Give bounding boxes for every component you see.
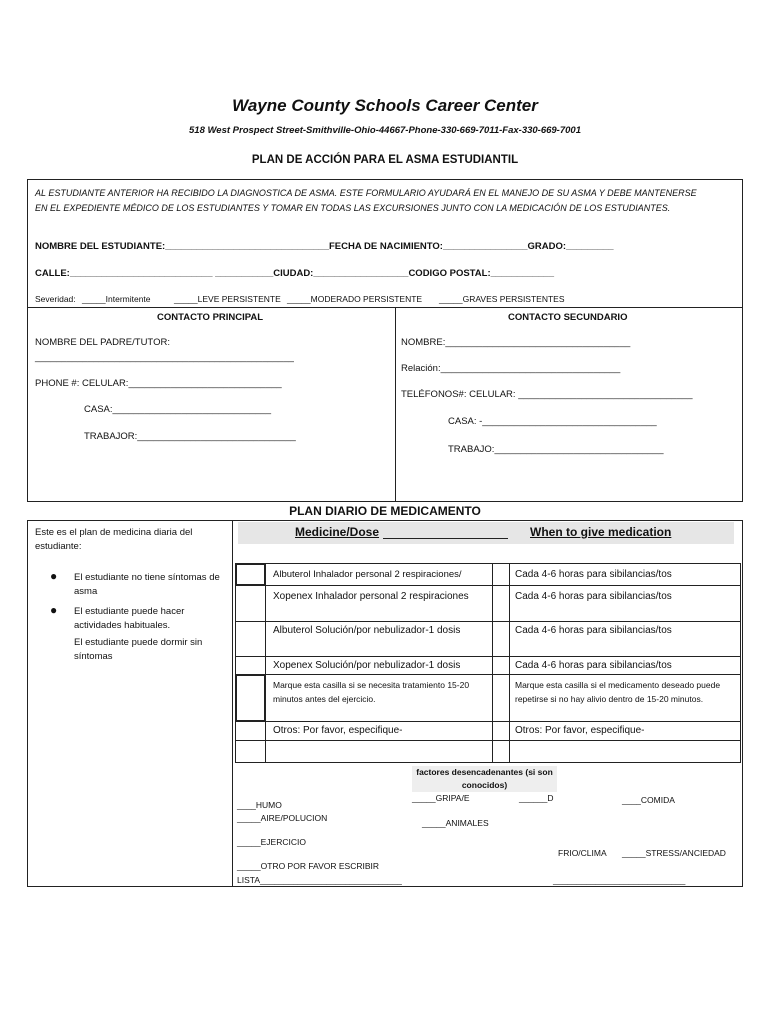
trigger-comida[interactable]: ____COMIDA xyxy=(622,795,675,805)
trigger-d[interactable]: ______D xyxy=(519,793,554,803)
severity-severe[interactable]: _____GRAVES PERSISTENTES xyxy=(439,294,565,304)
severity-mild[interactable]: _____LEVE PERSISTENTE xyxy=(174,294,281,304)
bullet-no-symptoms: El estudiante no tiene síntomas de asma xyxy=(74,572,220,597)
parent-name-label: NOMBRE DEL PADRE/TUTOR: xyxy=(35,337,170,348)
med-row-4: Xopenex Solución/por nebulizador-1 dosis xyxy=(273,660,461,671)
when-row-4: Cada 4-6 horas para sibilancias/tos xyxy=(515,660,672,671)
trigger-aire[interactable]: _____AIRE/POLUCION xyxy=(237,813,328,823)
intro-line-2: EN EL EXPEDIENTE MÉDICO DE LOS ESTUDIANTES Y TOMAR EN TODAS LAS EXCURSIONES JUNTO CON LA MEDICACIÓN DE LOS ESTUDIANTES. xyxy=(35,203,671,213)
trigger-list-field[interactable]: LISTA______________________________ xyxy=(237,875,402,885)
checkbox-row-1[interactable] xyxy=(236,564,265,585)
daily-plan-intro: Este es el plan de medicina diaria del estudiante: xyxy=(35,527,193,552)
org-title: Wayne County Schools Career Center xyxy=(232,96,538,115)
trigger-otro[interactable]: _____OTRO POR FAVOR ESCRIBIR xyxy=(237,861,380,871)
med-row-2: Xopenex Inhalador personal 2 respiraciones xyxy=(273,591,469,602)
bullet-sleep: El estudiante puede dormir sin síntomas xyxy=(74,637,203,662)
when-row-3: Cada 4-6 horas para sibilancias/tos xyxy=(515,625,672,636)
secondary-work-field[interactable]: TRABAJO:________________________________ xyxy=(448,444,664,455)
primary-home-field[interactable]: CASA:______________________________ xyxy=(84,404,272,415)
secondary-contact-heading: CONTACTO SECUNDARIO xyxy=(508,312,628,323)
student-name-field[interactable]: NOMBRE DEL ESTUDIANTE:_______________________________FECHA DE NACIMIENTO:________________GRADO:_________ xyxy=(35,241,614,252)
org-address: 518 West Prospect Street-Smithville-Ohio-44667-Phone-330-669-7011-Fax-330-669-7001 xyxy=(189,125,581,136)
trigger-animales[interactable]: _____ANIMALES xyxy=(422,818,489,828)
med-row-1: Albuterol Inhalador personal 2 respiraciones/ xyxy=(273,569,462,580)
med-row-6: Otros: Por favor, especifique- xyxy=(273,725,403,736)
when-row-2: Cada 4-6 horas para sibilancias/tos xyxy=(515,591,672,602)
trigger-humo[interactable]: ____HUMO xyxy=(237,800,282,810)
trigger-gripa[interactable]: _____GRIPA/E xyxy=(412,793,470,803)
primary-cell-field[interactable]: PHONE #: CELULAR:_____________________________ xyxy=(35,378,282,389)
trigger-stress[interactable]: _____STRESS/ANCIEDAD xyxy=(622,848,726,858)
form-title: PLAN DE ACCIÓN PARA EL ASMA ESTUDIANTIL xyxy=(251,154,519,166)
when-row-1: Cada 4-6 horas para sibilancias/tos xyxy=(515,569,672,580)
when-row-6: Otros: Por favor, especifique- xyxy=(515,725,645,736)
trigger-ejercicio[interactable]: _____EJERCICIO xyxy=(237,837,306,847)
severity-moderate[interactable]: _____MODERADO PERSISTENTE xyxy=(287,294,423,304)
bullet-icon: ● xyxy=(50,603,58,617)
secondary-home-field[interactable]: CASA: -_________________________________ xyxy=(448,416,657,427)
trigger-extra-line[interactable]: ____________________________ xyxy=(553,875,686,885)
intro-text xyxy=(35,186,735,216)
severity-label: Severidad: xyxy=(35,294,76,304)
secondary-cell-field[interactable]: TELÉFONOS#: CELULAR: _________________________________ xyxy=(401,389,693,400)
when-to-give-header: When to give medication xyxy=(530,525,672,539)
trigger-frio[interactable]: FRIO/CLIMA xyxy=(558,848,607,858)
when-row-5: Marque esta casilla si el medicamento deseado puede repetirse si no hay alivio dentro de 15-20 minutos. xyxy=(515,680,721,704)
primary-work-field[interactable]: TRABAJOR:______________________________ xyxy=(84,431,296,442)
intro-line-1: AL ESTUDIANTE ANTERIOR HA RECIBIDO LA DIAGNOSTICA DE ASMA. ESTE FORMULARIO AYUDARÁ EN EL MANEJO DE SU ASMA Y DEBE MANTENERSE xyxy=(35,188,697,198)
severity-intermittent[interactable]: _____Intermitente xyxy=(82,294,151,304)
secondary-relation-field[interactable]: Relación:__________________________________ xyxy=(401,363,621,374)
medicine-dose-header: Medicine/Dose xyxy=(295,525,380,539)
daily-plan-heading: PLAN DIARIO DE MEDICAMENTO xyxy=(289,504,481,518)
parent-name-field[interactable]: _________________________________________________ xyxy=(35,352,294,363)
primary-contact-heading: CONTACTO PRINCIPAL xyxy=(157,312,264,323)
secondary-name-field[interactable]: NOMBRE:___________________________________ xyxy=(401,337,631,348)
med-row-3: Albuterol Solución/por nebulizador-1 dosis xyxy=(273,625,461,636)
bullet-activities: El estudiante puede hacer actividades habituales. xyxy=(74,606,185,631)
checkbox-row-5[interactable] xyxy=(236,675,265,721)
street-field[interactable]: CALLE:___________________________ ___________CIUDAD:__________________CODIGO POSTAL:____________ xyxy=(35,268,555,279)
bullet-icon: ● xyxy=(50,569,58,583)
triggers-heading: factores desencadenantes (si son conocidos) xyxy=(412,766,557,792)
med-row-5: Marque esta casilla si se necesita tratamiento 15-20 minutos antes del ejercicio. xyxy=(273,680,470,704)
